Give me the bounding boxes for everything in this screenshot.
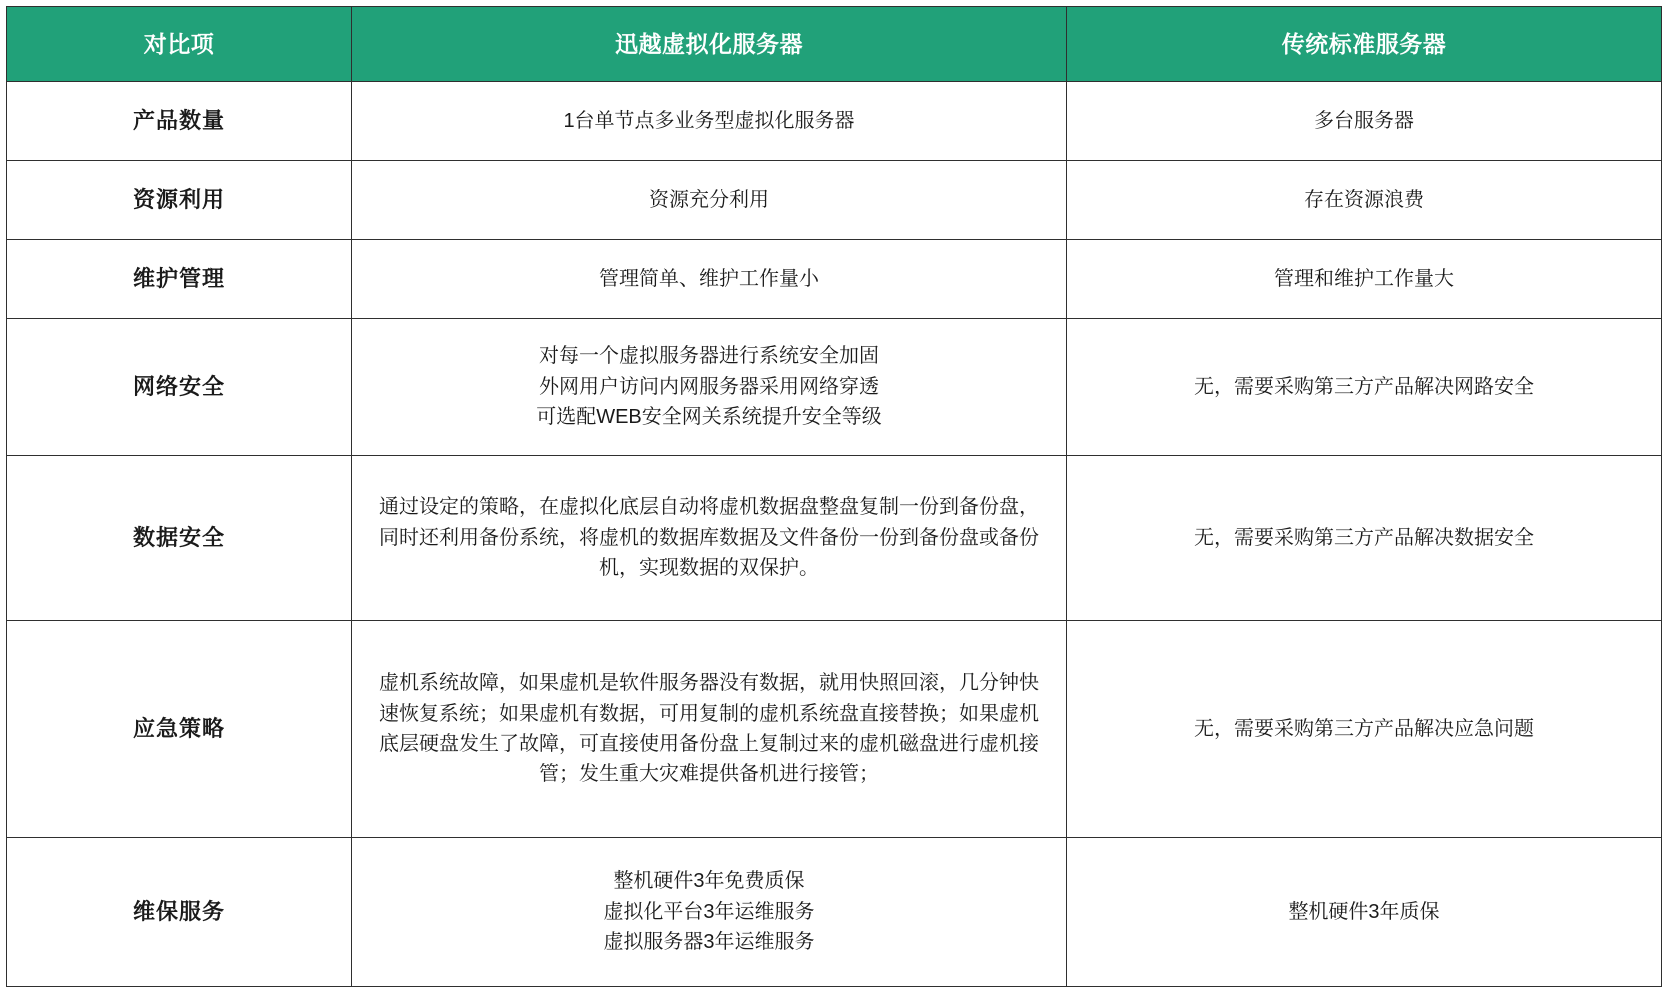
cell-product-quantity-traditional [1067,82,1662,161]
cell-network-security-traditional [1067,319,1662,456]
cell-maintenance-management-xunyue [352,240,1067,319]
row-label-maintenance-management: 维护管理 [7,240,352,319]
cell-product-quantity-xunyue [352,82,1067,161]
cell-line: 多台服务器 [1314,109,1414,132]
table-row [7,82,1662,161]
row-label-resource-utilization: 资源利用 [7,161,352,240]
cell-emergency-strategy-xunyue: 虚机系统故障，如果虚机是软件服务器没有数据，就用快照回滚，几分钟快速恢复系统；如果虚机有数据，可用复制的虚机系统盘直接替换；如果虚机底层硬盘发生了故障，可直接使用备份盘上复制过来的虚机磁盘进行虚机接管；发生重大灾难提供备机进行接管； [352,621,1067,838]
table-header [7,7,1662,82]
cell-line: 整机硬件3年免费质保 [613,870,805,893]
table-body [7,82,1662,987]
table-row [7,838,1662,987]
cell-line: 1台单节点多业务型虚拟化服务器 [563,109,855,132]
header-cell-compare-item: 对比项 [7,7,352,82]
comparison-table [6,6,1662,987]
row-label-network-security: 网络安全 [7,319,352,456]
cell-line: 无，需要采购第三方产品解决网路安全 [1194,375,1534,398]
header-cell-traditional-server: 传统标准服务器 [1067,7,1662,82]
cell-warranty-service-traditional [1067,838,1662,987]
header-cell-xunyue-virtual-server: 迅越虚拟化服务器 [352,7,1067,82]
table-row [7,456,1662,621]
cell-warranty-service-xunyue [352,838,1067,987]
cell-resource-utilization-xunyue [352,161,1067,240]
cell-line: 可选配WEB安全网关系统提升安全等级 [536,406,882,429]
cell-line: 外网用户访问内网服务器采用网络穿透 [539,375,879,398]
table-row [7,319,1662,456]
cell-line: 整机硬件3年质保 [1288,900,1440,923]
cell-line: 虚拟化平台3年运维服务 [603,900,815,923]
cell-data-security-traditional [1067,456,1662,621]
cell-resource-utilization-traditional [1067,161,1662,240]
row-label-emergency-strategy: 应急策略 [7,621,352,838]
row-label-warranty-service: 维保服务 [7,838,352,987]
cell-line: 资源充分利用 [649,188,769,211]
table-row [7,621,1662,838]
table-header-row [7,7,1662,82]
table-row [7,240,1662,319]
cell-line: 管理和维护工作量大 [1274,267,1454,290]
cell-line: 虚拟服务器3年运维服务 [603,931,815,954]
cell-maintenance-management-traditional [1067,240,1662,319]
cell-emergency-strategy-traditional [1067,621,1662,838]
cell-line: 无，需要采购第三方产品解决数据安全 [1194,526,1534,549]
row-label-data-security: 数据安全 [7,456,352,621]
cell-line: 无，需要采购第三方产品解决应急问题 [1194,717,1534,740]
cell-line: 对每一个虚拟服务器进行系统安全加固 [539,345,879,368]
cell-network-security-xunyue [352,319,1067,456]
cell-line: 存在资源浪费 [1304,188,1424,211]
cell-data-security-xunyue: 通过设定的策略，在虚拟化底层自动将虚机数据盘整盘复制一份到备份盘，同时还利用备份系统，将虚机的数据库数据及文件备份一份到备份盘或备份机，实现数据的双保护。 [352,456,1067,621]
cell-line: 管理简单、维护工作量小 [599,267,819,290]
row-label-product-quantity: 产品数量 [7,82,352,161]
table-row [7,161,1662,240]
